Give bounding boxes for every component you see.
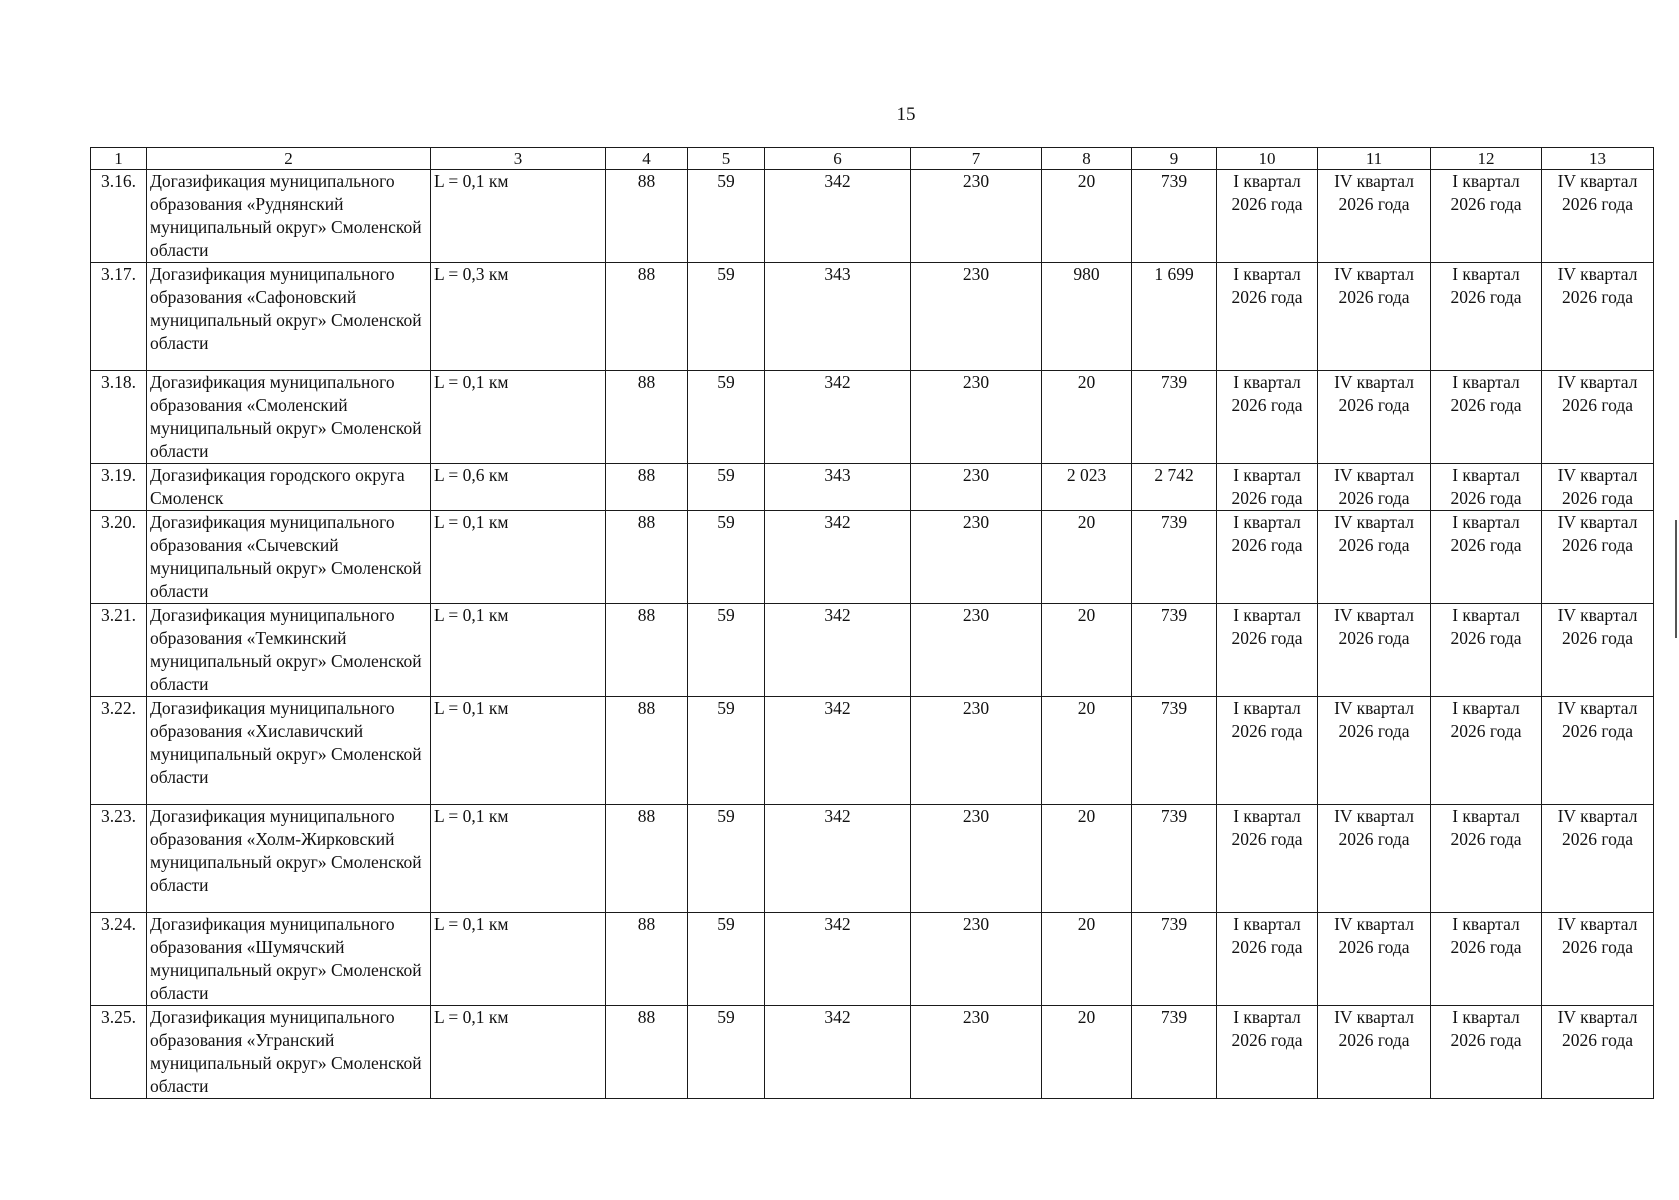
start-period-col-12: I квартал 2026 года	[1431, 263, 1542, 371]
table-row	[91, 697, 1654, 805]
value-col-5: 59	[688, 697, 765, 805]
object-name: Догазификация муниципального образования «Сафоновский муниципальный округ» Смоленской области	[147, 263, 431, 371]
end-period-col-13: IV квартал 2026 года	[1542, 371, 1654, 464]
value-col-8: 20	[1042, 170, 1132, 263]
column-header-8: 8	[1042, 148, 1132, 170]
end-period-col-11: IV квартал 2026 года	[1318, 464, 1431, 511]
end-period-col-11: IV квартал 2026 года	[1318, 263, 1431, 371]
pipeline-length: L = 0,1 км	[431, 170, 606, 263]
value-col-9: 739	[1132, 511, 1217, 604]
row-number: 3.16.	[91, 170, 147, 263]
row-number: 3.22.	[91, 697, 147, 805]
value-col-8: 20	[1042, 805, 1132, 913]
start-period-col-12: I квартал 2026 года	[1431, 371, 1542, 464]
table-row	[91, 1006, 1654, 1099]
pipeline-length: L = 0,1 км	[431, 511, 606, 604]
table-row	[91, 464, 1654, 511]
table-row	[91, 263, 1654, 371]
value-col-9: 739	[1132, 697, 1217, 805]
object-name: Догазификация муниципального образования «Сычевский муниципальный округ» Смоленской области	[147, 511, 431, 604]
object-name: Догазификация муниципального образования «Шумячский муниципальный округ» Смоленской области	[147, 913, 431, 1006]
value-col-8: 20	[1042, 371, 1132, 464]
start-period-col-10: I квартал 2026 года	[1217, 170, 1318, 263]
row-number: 3.19.	[91, 464, 147, 511]
value-col-8: 20	[1042, 697, 1132, 805]
value-col-4: 88	[606, 697, 688, 805]
value-col-4: 88	[606, 604, 688, 697]
end-period-col-13: IV квартал 2026 года	[1542, 604, 1654, 697]
row-number: 3.20.	[91, 511, 147, 604]
value-col-4: 88	[606, 1006, 688, 1099]
pipeline-length: L = 0,1 км	[431, 1006, 606, 1099]
value-col-9: 739	[1132, 170, 1217, 263]
start-period-col-10: I квартал 2026 года	[1217, 464, 1318, 511]
value-col-5: 59	[688, 604, 765, 697]
table-body	[91, 170, 1654, 1099]
value-col-5: 59	[688, 511, 765, 604]
row-number: 3.24.	[91, 913, 147, 1006]
column-header-9: 9	[1132, 148, 1217, 170]
pipeline-length: L = 0,1 км	[431, 913, 606, 1006]
start-period-col-12: I квартал 2026 года	[1431, 464, 1542, 511]
column-header-7: 7	[911, 148, 1042, 170]
value-col-7: 230	[911, 511, 1042, 604]
value-col-4: 88	[606, 913, 688, 1006]
value-col-7: 230	[911, 697, 1042, 805]
end-period-col-13: IV квартал 2026 года	[1542, 170, 1654, 263]
value-col-4: 88	[606, 371, 688, 464]
value-col-9: 2 742	[1132, 464, 1217, 511]
value-col-8: 20	[1042, 1006, 1132, 1099]
value-col-8: 2 023	[1042, 464, 1132, 511]
object-name: Догазификация муниципального образования «Темкинский муниципальный округ» Смоленской области	[147, 604, 431, 697]
column-header-11: 11	[1318, 148, 1431, 170]
end-period-col-11: IV квартал 2026 года	[1318, 913, 1431, 1006]
column-header-1: 1	[91, 148, 147, 170]
end-period-col-13: IV квартал 2026 года	[1542, 263, 1654, 371]
pipeline-length: L = 0,1 км	[431, 604, 606, 697]
row-number: 3.23.	[91, 805, 147, 913]
start-period-col-12: I квартал 2026 года	[1431, 170, 1542, 263]
value-col-7: 230	[911, 371, 1042, 464]
header-row	[91, 148, 1654, 170]
value-col-6: 342	[765, 805, 911, 913]
value-col-5: 59	[688, 263, 765, 371]
value-col-6: 342	[765, 511, 911, 604]
pipeline-length: L = 0,3 км	[431, 263, 606, 371]
column-header-6: 6	[765, 148, 911, 170]
object-name: Догазификация муниципального образования «Угранский муниципальный округ» Смоленской области	[147, 1006, 431, 1099]
row-number: 3.18.	[91, 371, 147, 464]
object-name: Догазификация городского округа Смоленск	[147, 464, 431, 511]
value-col-4: 88	[606, 170, 688, 263]
value-col-4: 88	[606, 464, 688, 511]
data-table	[90, 147, 1654, 1099]
end-period-col-13: IV квартал 2026 года	[1542, 511, 1654, 604]
pipeline-length: L = 0,1 км	[431, 371, 606, 464]
value-col-5: 59	[688, 913, 765, 1006]
table-row	[91, 170, 1654, 263]
end-period-col-11: IV квартал 2026 года	[1318, 604, 1431, 697]
start-period-col-10: I квартал 2026 года	[1217, 805, 1318, 913]
value-col-4: 88	[606, 511, 688, 604]
start-period-col-12: I квартал 2026 года	[1431, 913, 1542, 1006]
value-col-5: 59	[688, 1006, 765, 1099]
object-name: Догазификация муниципального образования «Смоленский муниципальный округ» Смоленской области	[147, 371, 431, 464]
row-number: 3.21.	[91, 604, 147, 697]
value-col-5: 59	[688, 805, 765, 913]
pipeline-length: L = 0,6 км	[431, 464, 606, 511]
start-period-col-10: I квартал 2026 года	[1217, 604, 1318, 697]
start-period-col-10: I квартал 2026 года	[1217, 263, 1318, 371]
value-col-7: 230	[911, 263, 1042, 371]
value-col-9: 739	[1132, 371, 1217, 464]
value-col-6: 343	[765, 464, 911, 511]
end-period-col-11: IV квартал 2026 года	[1318, 170, 1431, 263]
start-period-col-10: I квартал 2026 года	[1217, 1006, 1318, 1099]
value-col-7: 230	[911, 170, 1042, 263]
value-col-7: 230	[911, 464, 1042, 511]
value-col-4: 88	[606, 805, 688, 913]
start-period-col-10: I квартал 2026 года	[1217, 697, 1318, 805]
value-col-8: 20	[1042, 913, 1132, 1006]
value-col-7: 230	[911, 913, 1042, 1006]
value-col-4: 88	[606, 263, 688, 371]
value-col-7: 230	[911, 805, 1042, 913]
value-col-5: 59	[688, 371, 765, 464]
value-col-6: 342	[765, 697, 911, 805]
scan-edge-mark	[1675, 520, 1677, 638]
pipeline-length: L = 0,1 км	[431, 697, 606, 805]
object-name: Догазификация муниципального образования «Руднянский муниципальный округ» Смоленской области	[147, 170, 431, 263]
start-period-col-10: I квартал 2026 года	[1217, 511, 1318, 604]
table-row	[91, 604, 1654, 697]
start-period-col-12: I квартал 2026 года	[1431, 697, 1542, 805]
row-number: 3.25.	[91, 1006, 147, 1099]
value-col-8: 20	[1042, 604, 1132, 697]
column-header-12: 12	[1431, 148, 1542, 170]
table-row	[91, 511, 1654, 604]
value-col-7: 230	[911, 604, 1042, 697]
page-number: 15	[896, 104, 916, 125]
start-period-col-10: I квартал 2026 года	[1217, 371, 1318, 464]
value-col-7: 230	[911, 1006, 1042, 1099]
end-period-col-13: IV квартал 2026 года	[1542, 913, 1654, 1006]
object-name: Догазификация муниципального образования «Холм-Жирковский муниципальный округ» Смоленской области	[147, 805, 431, 913]
table-row	[91, 913, 1654, 1006]
end-period-col-13: IV квартал 2026 года	[1542, 464, 1654, 511]
value-col-6: 342	[765, 1006, 911, 1099]
table-row	[91, 805, 1654, 913]
end-period-col-11: IV квартал 2026 года	[1318, 1006, 1431, 1099]
value-col-8: 20	[1042, 511, 1132, 604]
value-col-9: 739	[1132, 913, 1217, 1006]
row-number: 3.17.	[91, 263, 147, 371]
end-period-col-13: IV квартал 2026 года	[1542, 1006, 1654, 1099]
start-period-col-10: I квартал 2026 года	[1217, 913, 1318, 1006]
value-col-9: 739	[1132, 604, 1217, 697]
value-col-6: 342	[765, 170, 911, 263]
value-col-6: 342	[765, 913, 911, 1006]
value-col-5: 59	[688, 464, 765, 511]
pipeline-length: L = 0,1 км	[431, 805, 606, 913]
end-period-col-13: IV квартал 2026 года	[1542, 697, 1654, 805]
end-period-col-13: IV квартал 2026 года	[1542, 805, 1654, 913]
value-col-6: 343	[765, 263, 911, 371]
value-col-9: 1 699	[1132, 263, 1217, 371]
value-col-9: 739	[1132, 1006, 1217, 1099]
end-period-col-11: IV квартал 2026 года	[1318, 371, 1431, 464]
column-header-4: 4	[606, 148, 688, 170]
object-name: Догазификация муниципального образования «Хиславичский муниципальный округ» Смоленской области	[147, 697, 431, 805]
column-header-13: 13	[1542, 148, 1654, 170]
column-header-10: 10	[1217, 148, 1318, 170]
start-period-col-12: I квартал 2026 года	[1431, 805, 1542, 913]
start-period-col-12: I квартал 2026 года	[1431, 511, 1542, 604]
value-col-5: 59	[688, 170, 765, 263]
table-row	[91, 371, 1654, 464]
end-period-col-11: IV квартал 2026 года	[1318, 697, 1431, 805]
column-header-2: 2	[147, 148, 431, 170]
value-col-6: 342	[765, 604, 911, 697]
start-period-col-12: I квартал 2026 года	[1431, 604, 1542, 697]
end-period-col-11: IV квартал 2026 года	[1318, 511, 1431, 604]
value-col-6: 342	[765, 371, 911, 464]
value-col-9: 739	[1132, 805, 1217, 913]
value-col-8: 980	[1042, 263, 1132, 371]
end-period-col-11: IV квартал 2026 года	[1318, 805, 1431, 913]
column-header-5: 5	[688, 148, 765, 170]
start-period-col-12: I квартал 2026 года	[1431, 1006, 1542, 1099]
column-header-3: 3	[431, 148, 606, 170]
